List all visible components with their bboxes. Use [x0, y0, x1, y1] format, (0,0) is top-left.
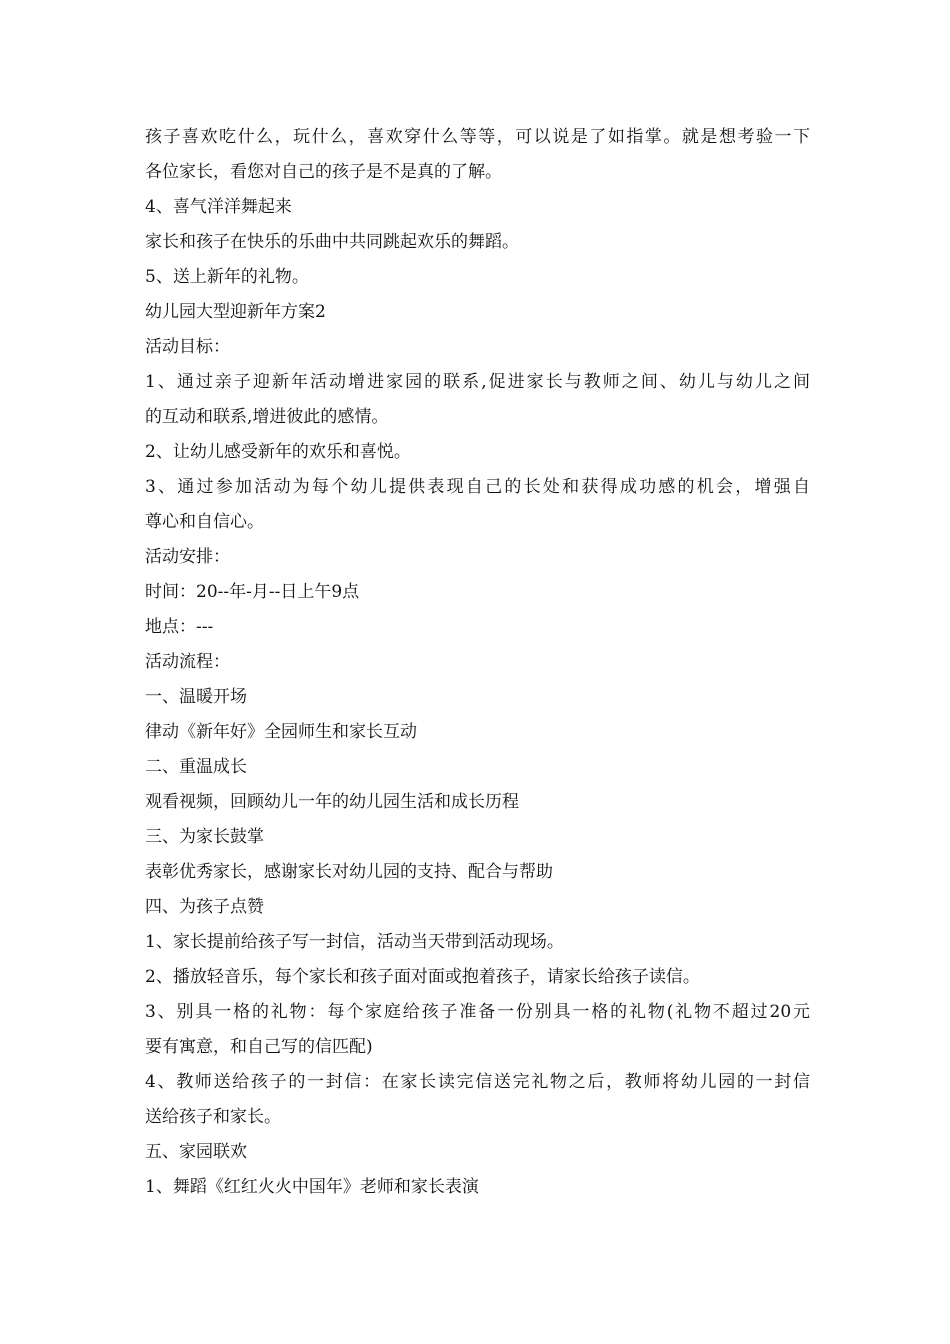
section-heading: 4、喜气洋洋舞起来 [145, 197, 292, 217]
section-heading: 5、送上新年的礼物。 [145, 267, 309, 287]
list-item: 1、家长提前给孩子写一封信，活动当天带到活动现场。 [145, 932, 564, 952]
section-heading: 二、重温成长 [145, 757, 247, 777]
list-item: 1、舞蹈《红红火火中国年》老师和家长表演 [145, 1177, 479, 1197]
section-heading: 五、家园联欢 [145, 1142, 247, 1162]
document-page [145, 120, 810, 1205]
section-heading: 活动安排： [145, 547, 230, 567]
paragraph-line: 送给孩子和家长。 [145, 1107, 281, 1127]
document-title: 幼儿园大型迎新年方案2 [145, 302, 326, 322]
paragraph-line: 家长和孩子在快乐的乐曲中共同跳起欢乐的舞蹈。 [145, 232, 519, 252]
section-heading: 活动目标： [145, 337, 230, 357]
paragraph-line: 各位家长，看您对自己的孩子是不是真的了解。 [145, 162, 502, 182]
schedule-location: 地点：--- [145, 617, 214, 637]
paragraph-line: 律动《新年好》全园师生和家长互动 [145, 722, 417, 742]
paragraph-line: 表彰优秀家长，感谢家长对幼儿园的支持、配合与帮助 [145, 862, 553, 882]
list-item: 1、通过亲子迎新年活动增进家园的联系,促进家长与教师之间、幼儿与幼儿之间 [145, 372, 810, 392]
list-item: 2、让幼儿感受新年的欢乐和喜悦。 [145, 442, 411, 462]
paragraph-line: 孩子喜欢吃什么，玩什么，喜欢穿什么等等，可以说是了如指掌。就是想考验一下 [145, 127, 810, 147]
list-item: 2、播放轻音乐，每个家长和孩子面对面或抱着孩子，请家长给孩子读信。 [145, 967, 700, 987]
list-item: 3、别具一格的礼物：每个家庭给孩子准备一份别具一格的礼物(礼物不超过20元 [145, 1002, 810, 1022]
section-heading: 三、为家长鼓掌 [145, 827, 264, 847]
section-heading: 一、温暖开场 [145, 687, 247, 707]
paragraph-line: 尊心和自信心。 [145, 512, 264, 532]
paragraph-line: 的互动和联系,增进彼此的感情。 [145, 407, 389, 427]
list-item: 3、通过参加活动为每个幼儿提供表现自己的长处和获得成功感的机会，增强自 [145, 477, 810, 497]
section-heading: 活动流程： [145, 652, 230, 672]
schedule-time: 时间：20--年-月--日上午9点 [145, 582, 360, 602]
list-item: 4、教师送给孩子的一封信：在家长读完信送完礼物之后，教师将幼儿园的一封信 [145, 1072, 810, 1092]
section-heading: 四、为孩子点赞 [145, 897, 264, 917]
paragraph-line: 要有寓意，和自己写的信匹配) [145, 1037, 373, 1057]
paragraph-line: 观看视频，回顾幼儿一年的幼儿园生活和成长历程 [145, 792, 519, 812]
